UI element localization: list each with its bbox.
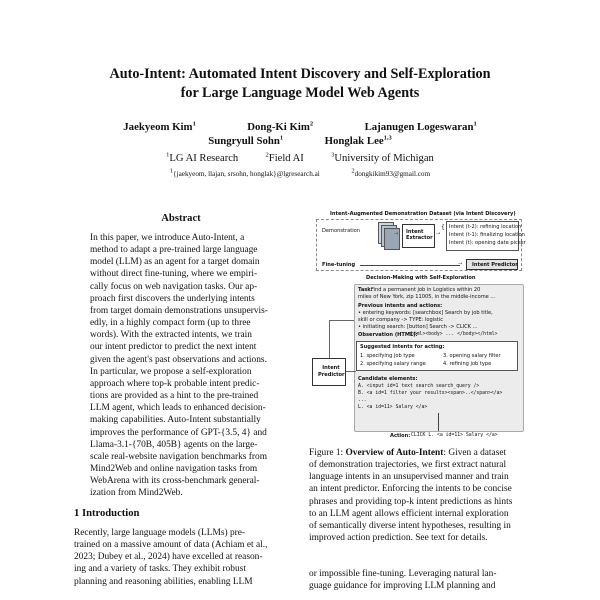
abstract-line: LLM agent, which leads to enhanced decision-: [90, 403, 266, 414]
action-label: Action:: [390, 433, 411, 439]
right-column-body: [309, 568, 525, 592]
abstract-line: In particular, we propose a self-exploration: [90, 366, 252, 377]
abstract-line: cally focus on web navigation tasks. Our ap-: [90, 281, 258, 292]
obs-text: <html><body> ... </body></html>: [408, 332, 498, 337]
intent-predictor-box: [466, 259, 518, 270]
abstract-line: In this paper, we introduce Auto-Intent, a: [90, 233, 245, 243]
intent-extractor-label: Intent Extractor: [406, 229, 433, 241]
suggested-item: 4. refining job type: [443, 361, 492, 367]
suggested-item: 2. specifying salary range: [360, 361, 426, 367]
abstract-line: proach first discovers the underlying intents: [90, 293, 255, 304]
abstract-line: approach where top-k probable intent predic-: [90, 378, 260, 389]
abstract-line: WebArena with its cross-benchmark general-: [90, 476, 260, 487]
figure-caption: [309, 447, 525, 544]
author-sup: 2: [309, 120, 314, 128]
intent-item: Intent (t): opening date picker: [449, 240, 526, 246]
arrow-right-icon: →: [458, 261, 463, 267]
caption-label: Figure 1:: [309, 448, 346, 458]
intro-line: Recently, large language models (LLMs) pre-: [74, 528, 246, 538]
abstract-line: tions are provided as a hint to the pre-trained: [90, 391, 259, 402]
demonstration-label: Demonstration: [322, 228, 360, 234]
suggested-item: 3. opening salary filter: [443, 353, 501, 359]
task-label: Task:: [358, 287, 373, 293]
brace-icon: {: [441, 224, 445, 231]
intro-line: trained on a massive amount of data (Achiam et al.,: [74, 540, 268, 551]
abstract-line: scale real-website navigation benchmarks from: [90, 451, 268, 462]
author-name: Jaekyeom Kim: [123, 121, 193, 133]
intro-line: 2023; Dubey et al., 2024) have excelled at reason-: [74, 552, 263, 563]
candidate-label: Candidate elements:: [358, 376, 418, 382]
side-intent-predictor-box: [312, 358, 346, 386]
abstract-line: method to adapt a pre-trained large language: [90, 245, 258, 256]
section-heading-introduction: 1 Introduction: [74, 508, 140, 519]
prev-item: skill or company -> TYPE: logistic: [358, 317, 444, 323]
decision-title: Decision-Making with Self-Exploration: [366, 275, 476, 281]
suggested-intents-box: [356, 341, 518, 371]
intent-extractor-box: [402, 224, 435, 248]
author-row-2: [0, 135, 600, 147]
arrow-right-icon: →: [394, 231, 399, 237]
abstract-line: Llama-3.1-{70B, 405B} agents on the large-: [90, 439, 258, 450]
abstract-line: edly, in a highly compact form (up to three: [90, 318, 251, 329]
action-text: CLICK L. <a id=11> Salary </a>: [411, 433, 498, 438]
intro-line: planning and reasoning abilities, enabling LLM: [74, 576, 253, 587]
author-name: Dong-Ki Kim: [247, 121, 310, 133]
abstract-line: model (LLM) as an agent for a target domain: [90, 257, 260, 268]
arrow-line: [438, 413, 439, 431]
candidate-item: B. <a id=1 filter your results><span>..</span></a>: [358, 391, 503, 396]
emails: [0, 167, 600, 178]
email-sup: 2: [351, 167, 355, 175]
arrow-right-icon: →: [436, 231, 441, 237]
fine-tuning-label: Fine-tuning: [322, 262, 356, 268]
intent-predictor-label: Intent Predictor: [472, 262, 518, 268]
author-name: Honglak Lee: [324, 135, 384, 147]
caption-line: improved action prediction. See text for details.: [309, 533, 488, 544]
intro-line: ing and a variety of tasks. They exhibit robust: [74, 564, 246, 575]
author-name: Sungryull Sohn: [208, 135, 280, 147]
body-line: or impossible fine-tuning. Leveraging natural lan-: [309, 569, 497, 579]
caption-line: phrases and providing top-k intent predictions as hints: [309, 496, 513, 507]
email-link[interactable]: dongkikim93@gmail.com: [354, 170, 431, 178]
affiliation: Field AI: [268, 153, 304, 164]
task-text: Find a permanent job in Logistics within 20: [371, 287, 481, 293]
author-sup: 1: [279, 134, 284, 142]
email-link[interactable]: {jaekyeom, llajan, srsohn, honglak}@lgresearch.ai: [173, 170, 320, 178]
arrow-line: [329, 320, 354, 358]
candidate-item: ...: [358, 398, 367, 403]
caption-line: an intent predictor. Enforcing the intents to be concise: [309, 484, 512, 495]
prev-item: • entering keywords: [searchbox] Search by job title,: [358, 310, 493, 316]
affiliation: LG AI Research: [169, 153, 239, 164]
caption-bold: Overview of Auto-Intent: [345, 448, 444, 458]
side-intent-predictor-label: Intent Predictor: [318, 365, 345, 378]
author-row-1: [0, 121, 600, 133]
intent-item: Intent (t-1): finalizing location: [449, 232, 525, 238]
obs-label: Observation (HTML):: [358, 332, 418, 338]
paper-title: [0, 65, 600, 103]
task-text: miles of New York, zip 11005, in the middle-income ...: [358, 294, 496, 300]
abstract-heading: Abstract: [161, 213, 201, 224]
abstract-line: making capabilities. Auto-Intent substantially: [90, 415, 261, 426]
title-line-2: for Large Language Model Web Agents: [180, 85, 420, 101]
affiliations: [0, 153, 600, 164]
caption-line: : Given a dataset: [443, 448, 507, 458]
affiliation: University of Michigan: [334, 153, 434, 164]
figure-top-title: Intent-Augmented Demonstration Dataset (via Intent Discovery): [330, 211, 516, 217]
author-sup: 1: [473, 120, 477, 128]
intro-body: [74, 527, 290, 588]
aff-sup: 3: [331, 151, 335, 159]
intent-list-box: [446, 221, 526, 251]
title-line-1: Auto-Intent: Automated Intent Discovery and Self-Exploration: [109, 66, 491, 82]
abstract-line: ization from Mind2Web.: [90, 488, 183, 499]
body-line: guage guidance for improving LLM planning and: [309, 581, 496, 592]
abstract-body: [90, 232, 281, 499]
prev-label: Previous intents and actions:: [358, 303, 443, 309]
intent-item: Intent (t-2): refining location: [449, 224, 522, 230]
author-sup: 1: [192, 120, 196, 128]
abstract-line: Mind2Web and online navigation tasks from: [90, 463, 258, 474]
abstract-line: from target domain demonstrations unsupervis-: [90, 305, 268, 316]
aff-sup: 1: [166, 151, 170, 159]
abstract-line: improves the performance of GPT-{3.5, 4} and: [90, 427, 267, 438]
abstract-line: our intent predictor to predict the next intent: [90, 342, 257, 353]
figure-1: [308, 208, 526, 440]
aff-sup: 2: [265, 151, 269, 159]
caption-line: of semantically diverse intent hypotheses, resulting in: [309, 520, 511, 531]
arrow-line: [360, 265, 460, 266]
candidate-item: A. <input id=1 text search search_query />: [358, 384, 480, 389]
caption-line: language intents in an unsupervised manner and train: [309, 472, 509, 483]
abstract-line: without direct fine-tuning, where we empiri-: [90, 269, 258, 280]
arrow-line: [346, 371, 356, 372]
suggested-item: 1. specifying job type: [360, 353, 415, 359]
caption-line: to an LLM agent allows efficient internal exploration: [309, 508, 509, 519]
abstract-line: words). With the extracted intents, we train: [90, 330, 252, 341]
abstract-line: given the agent's past observations and actions.: [90, 354, 267, 365]
author-sup: 1,3: [383, 134, 392, 142]
caption-line: of demonstration trajectories, we first extract natural: [309, 460, 507, 471]
suggested-label: Suggested intents for acting:: [360, 344, 445, 350]
candidate-item: L. <a id=11> Salary </a>: [358, 405, 428, 410]
prev-item: • initiating search: [button] Search -> CLICK ...: [358, 324, 478, 330]
email-sup: 1: [169, 167, 174, 175]
author-name: Lajanugen Logeswaran: [364, 121, 474, 133]
